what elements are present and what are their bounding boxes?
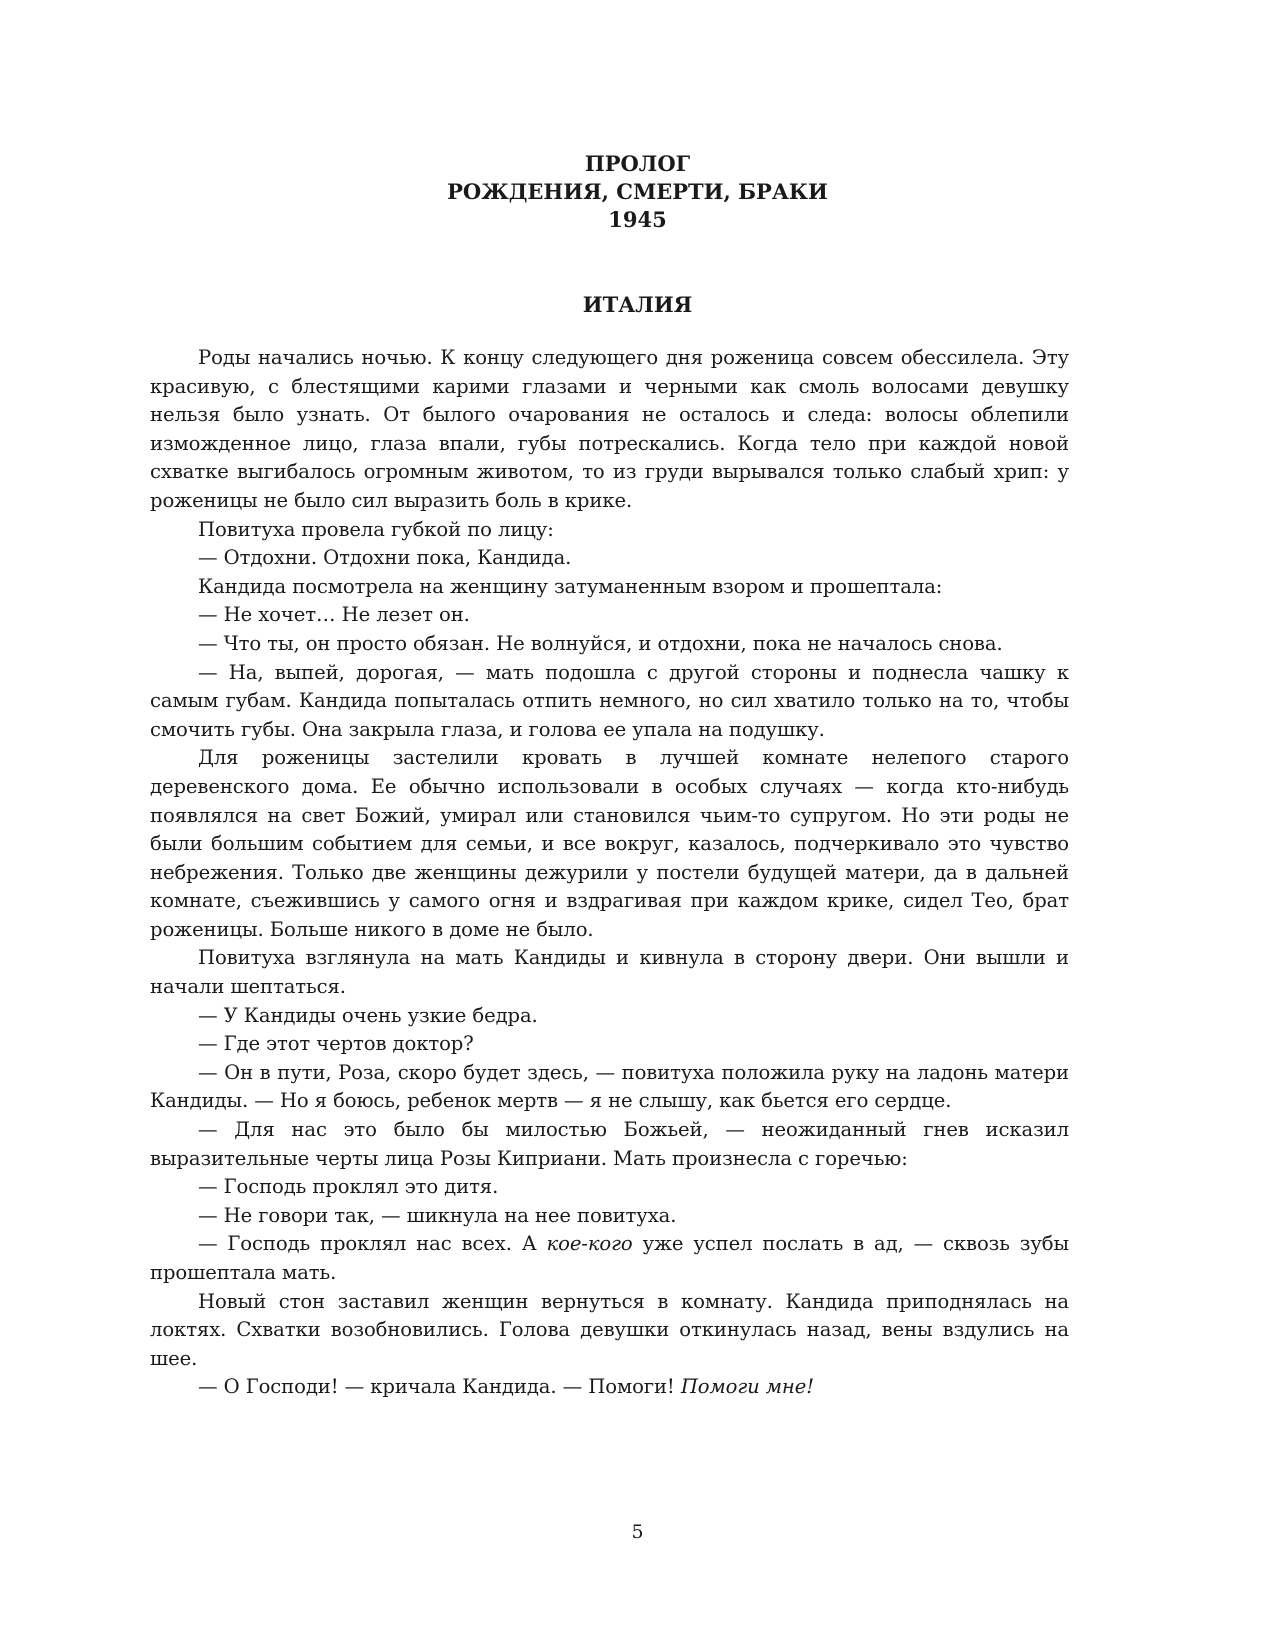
- paragraph: Для роженицы застелили кровать в лучшей комнате нелепого старого деревенского дома. Ее обычно использовали в особых случаях — когда кто-нибудь появлялся на свет Божий, умирал или становился чьим-то супругом. Но эти роды не были большим событием для семьи, и все вокруг, казалось, подчеркивало это чувство небрежения. Только две женщины дежурили у постели будущей матери, да в дальней комнате, съежившись у самого огня и вздрагивая при каждом крике, сидел Тео, брат роженицы. Больше никого в доме не было.: [150, 746, 1069, 941]
- chapter-heading-subtitle: РОЖДЕНИЯ, СМЕРТИ, БРАКИ: [447, 179, 828, 204]
- paragraph: — Отдохни. Отдохни пока, Кандида.: [198, 546, 572, 570]
- paragraph: — Не говори так, — шикнула на нее повитуха.: [198, 1203, 677, 1227]
- paragraph: Кандида посмотрела на женщину затуманенным взором и прошептала:: [198, 574, 943, 598]
- paragraph: Повитуха провела губкой по лицу:: [198, 517, 554, 541]
- paragraph: — Где этот чертов доктор?: [198, 1032, 474, 1056]
- paragraph: [150, 1373, 1069, 1402]
- italic-text: Помоги мне!: [680, 1375, 815, 1399]
- paragraph: — Не хочет… Не лезет он.: [198, 603, 470, 627]
- chapter-heading-prologue: ПРОЛОГ: [584, 151, 691, 176]
- page-number: 5: [631, 1521, 644, 1543]
- text-run: — Господь проклял нас всех. А: [198, 1232, 547, 1256]
- paragraph: Новый стон заставил женщин вернуться в комнату. Кандида приподнялась на локтях. Схватки возобновились. Голова девушки откинулась назад, вены вздулись на шее.: [150, 1289, 1069, 1370]
- section-title: ИТАЛИЯ: [582, 292, 693, 317]
- text-run: — О Господи! — кричала Кандида. — Помоги!: [198, 1375, 681, 1399]
- chapter-heading-year: 1945: [608, 207, 667, 232]
- paragraph: — На, выпей, дорогая, — мать подошла с другой стороны и поднесла чашку к самым губам. Кандида попыталась отпить немного, но сил хватило только на то, чтобы смочить губы. Она закрыла глаза, и голова ее упала на подушку.: [150, 660, 1069, 741]
- paragraph: — Он в пути, Роза, скоро будет здесь, — повитуха положила руку на ладонь матери Кандиды. — Но я боюсь, ребенок мертв — я не слышу, как бьется его сердце.: [150, 1060, 1069, 1113]
- paragraph: — Господь проклял это дитя.: [198, 1175, 499, 1199]
- italic-text: кое-кого: [546, 1232, 633, 1256]
- text-run: уже успел послать в ад, — сквозь зубы прошептала мать.: [150, 1232, 1069, 1284]
- paragraph: Повитуха взглянула на мать Кандиды и кивнула в сторону двери. Они вышли и начали шептаться.: [150, 946, 1069, 999]
- paragraph: — У Кандиды очень узкие бедра.: [198, 1003, 538, 1027]
- body-text: [150, 344, 1069, 1402]
- paragraph: Роды начались ночью. К концу следующего дня роженица совсем обессилела. Эту красивую, с блестящими карими глазами и черными как смоль волосами девушку нельзя было узнать. От былого очарования не осталось и следа: волосы облепили изможденное лицо, глаза впали, губы потрескались. Когда тело при каждой новой схватке выгибалось огромным животом, то из груди вырывался только слабый хрип: у роженицы не было сил выразить боль в крике.: [150, 346, 1069, 512]
- paragraph: — Что ты, он просто обязан. Не волнуйся, и отдохни, пока не началось снова.: [198, 631, 1003, 655]
- paragraph: [150, 1230, 1069, 1287]
- paragraph: — Для нас это было бы милостью Божьей, — неожиданный гнев исказил выразительные черты лица Розы Киприани. Мать произнесла с горечью:: [150, 1118, 1069, 1170]
